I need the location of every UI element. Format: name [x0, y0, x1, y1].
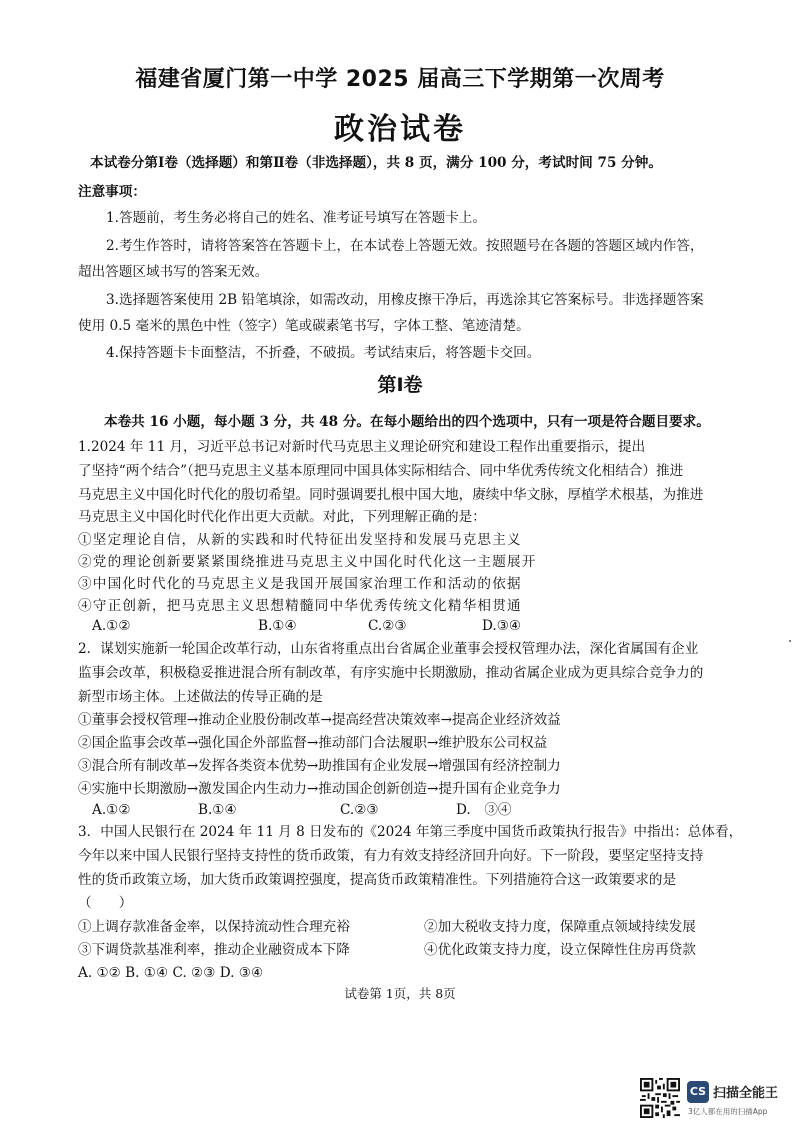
q1-statement: ③中国化时代化的马克思主义是我国开展国家治理工作和活动的依据 [78, 576, 522, 592]
q1-stem-line: 了坚持“两个结合”（把马克思主义基本原理同中国具体实际相结合、同中华优秀传统文化相结合）推进 [78, 463, 684, 479]
q2-statement: ②国企监事会改革→强化国企外部监督→推动部门合法履职→维护股东公司权益 [78, 735, 548, 751]
q1-statement: ①坚定理论自信，从新的实践和时代特征出发坚持和发展马克思主义 [78, 532, 522, 548]
qr-code-icon [640, 1078, 680, 1118]
q3-options[interactable]: A. ①② B. ①④ C. ②③ D. ③④ [78, 965, 264, 981]
notice-line: 3.选择题答案使用 2B 铅笔填涂，如需改动，用橡皮擦干净后，再选涂其它答案标号。非选择题答案 [106, 292, 704, 308]
exam-subject: 政治试卷 [334, 112, 466, 147]
q1-statement: ②党的理论创新要紧紧围绕推进马克思主义中国化时代化这一主题展开 [78, 554, 537, 570]
scanner-tagline: 3亿人都在用的扫描App [688, 1107, 768, 1116]
exam-intro: 本试卷分第Ⅰ卷（选择题）和第Ⅱ卷（非选择题），共 8 页，满分 100 分，考试时间 75 分钟。 [90, 155, 662, 171]
q1-option-b[interactable]: B.①④ [258, 618, 297, 634]
q1-option-c[interactable]: C.②③ [368, 618, 407, 634]
notice-line: 4.保持答题卡卡面整洁，不折叠，不破损。考试结束后，将答题卡交回。 [106, 345, 541, 361]
q3-stem-line: 性的货币政策立场，加大货币政策调控强度，提高货币政策精准性。下列措施符合这一政策要求的是 [78, 872, 677, 888]
q2-stem-line: 监事会改革，积极稳妥推进混合所有制改革，有序实施中长期激励，推动省属企业成为更具综合竞争力的 [78, 665, 704, 681]
q1-option-d[interactable]: D.③④ [482, 618, 522, 634]
q3-statement: ④优化政策支持力度，设立保障性住房再贷款 [424, 942, 696, 958]
q1-stem-line: 马克思主义中国化时代化的殷切希望。同时强调要扎根中国大地，赓续中华文脉，厚植学术根基，为推进 [78, 487, 704, 503]
q3-stem-line: 今年以来中国人民银行坚持支持性的货币政策，有力有效支持经济回升向好。下一阶段，要坚定坚持支持 [78, 848, 704, 864]
q1-stem-line: 1.2024 年 11 月，习近平总书记对新时代马克思主义理论研究和建设工程作出重要指示，提出 [78, 439, 646, 455]
q2-option-a[interactable]: A.①② [92, 802, 131, 818]
notice-line: 超出答题区域书写的答案无效。 [78, 264, 269, 280]
q2-option-d[interactable]: D. ③④ [456, 802, 512, 818]
q3-statement: ③下调贷款基准利率，推动企业融资成本下降 [78, 942, 350, 958]
q2-statement: ④实施中长期激励→激发国企内生动力→推动国企创新创造→提升国有企业竞争力 [78, 781, 561, 797]
scan-speck [789, 640, 791, 642]
q2-option-c[interactable]: C.②③ [340, 802, 379, 818]
q3-statement: ①上调存款准备金率，以保持流动性合理充裕 [78, 919, 350, 935]
q2-statement: ③混合所有制改革→发挥各类资本优势→助推国有企业发展→增强国有经济控制力 [78, 758, 561, 774]
notice-line: 使用 0.5 毫米的黑色中性（签字）笔或碳素笔书写，字体工整、笔迹清楚。 [78, 318, 530, 334]
q2-stem-line: 新型市场主体。上述做法的传导正确的是 [78, 689, 323, 705]
q3-stem-line: 3．中国人民银行在 2024 年 11 月 8 日发布的《2024 年第三季度中国货币政策执行报告》中指出：总体看， [78, 824, 743, 840]
notice-line: 1.答题前，考生务必将自己的姓名、准考证号填写在答题卡上。 [106, 210, 486, 226]
exam-title: 福建省厦门第一中学 2025 届高三下学期第一次周考 [135, 67, 665, 92]
camscanner-logo-icon: CS [687, 1081, 709, 1103]
q2-statement: ①董事会授权管理→推动企业股份制改革→提高经营决策效率→提高企业经济效益 [78, 712, 561, 728]
section-instruction: 本卷共 16 小题，每小题 3 分，共 48 分。在每小题给出的四个选项中，只有一项是符合题目要求。 [104, 414, 710, 430]
q3-statement: ②加大税收支持力度，保障重点领域持续发展 [424, 919, 696, 935]
notice-heading: 注意事项： [78, 184, 146, 200]
scanner-app-name: 扫描全能王 [713, 1086, 779, 1101]
q1-statement: ④守正创新，把马克思主义思想精髓同中华优秀传统文化精华相贯通 [78, 598, 522, 614]
page-footer: 试卷第 1页，共 8页 [344, 986, 456, 1001]
notice-line: 2.考生作答时，请将答案答在答题卡上，在本试卷上答题无效。按照题号在各题的答题区域内作答， [106, 238, 704, 254]
q3-answer-blank[interactable]: （ ） [78, 895, 133, 911]
q1-option-a[interactable]: A.①② [92, 618, 131, 634]
q2-option-b[interactable]: B.①④ [198, 802, 237, 818]
q1-stem-line: 马克思主义中国化时代化作出更大贡献。对此，下列理解正确的是： [78, 509, 486, 525]
section-title: 第Ⅰ卷 [377, 374, 423, 396]
q2-stem-line: 2．谋划实施新一轮国企改革行动，山东省将重点出台省属企业董事会授权管理办法，深化省属国有企业 [78, 641, 699, 657]
